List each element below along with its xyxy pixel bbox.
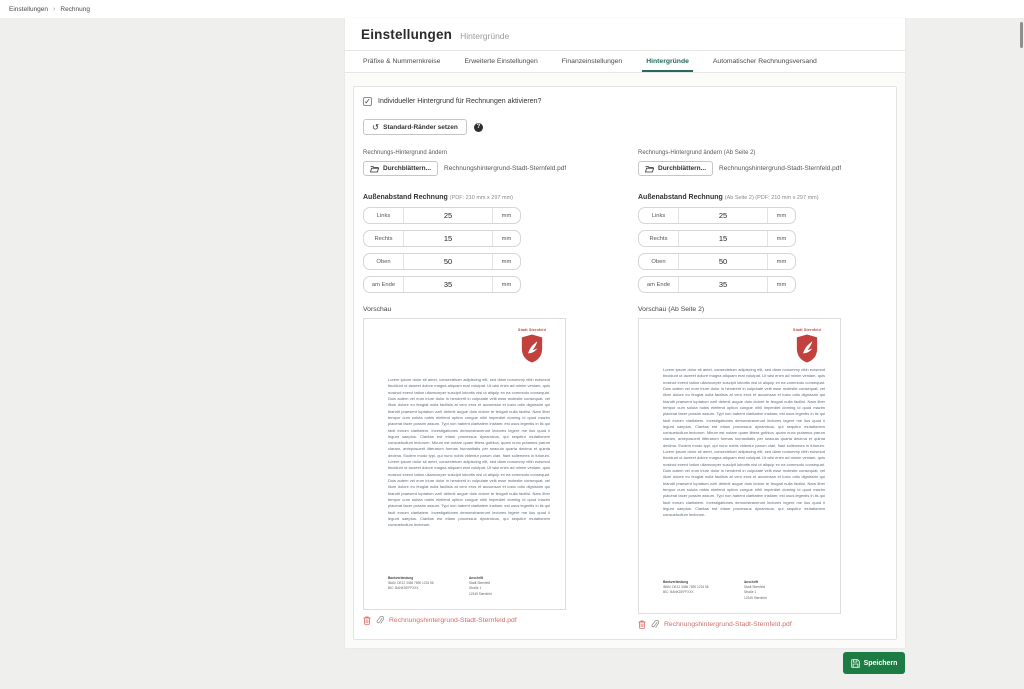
margin-label-am-ende-p2: am Ende [639, 277, 679, 292]
footer-address-column-p2 [744, 580, 825, 601]
browse-button-label-p2: Durchblättern... [658, 165, 707, 172]
breadcrumb-separator: › [53, 5, 56, 13]
breadcrumb-item-rechnung[interactable]: Rechnung [60, 5, 91, 13]
activate-background-row [363, 97, 887, 106]
footer-address-title: Anschrift [469, 575, 483, 580]
document-footer [388, 576, 550, 597]
activate-background-checkbox[interactable]: ✓ [364, 97, 371, 106]
margin-input-links-p2[interactable]: 25 [718, 211, 728, 220]
margin-unit-am-ende: mm [492, 277, 520, 292]
selected-file-name: Rechnungshintergrund-Stadt-Sternfeld.pdf [444, 165, 567, 172]
footer-address-title: Anschrift [744, 579, 758, 584]
scrollbar-thumb[interactable] [1020, 22, 1023, 48]
margin-row-links-p2 [638, 207, 796, 224]
crest-org-name-p2: Stadt Sternfeld [793, 328, 821, 332]
margin-row-rechts [363, 230, 521, 247]
attachment-clip [376, 616, 384, 625]
margin-label-am-ende: am Ende [364, 277, 404, 292]
save-button[interactable] [843, 652, 905, 674]
footer-address-line3: 12345 Sternfeld [744, 595, 767, 600]
preview-label-p2: Vorschau (Ab Seite 2) [638, 306, 705, 313]
document-crest-p2 [793, 328, 821, 368]
pdf-preview-page2 [638, 318, 841, 614]
margins-section-title [363, 194, 568, 201]
footer-bank-column [388, 576, 469, 597]
card-body [345, 73, 905, 648]
trash-icon [638, 620, 646, 629]
reset-margins-row [363, 119, 887, 135]
document-body-text: Lorem ipsum dolor sit amet, consectetuer adipiscing elit, sed diam nonummy nibh euismod tincidunt ut laoreet dolore magna aliquam erat volutpat. Ut wisi enim ad minim veniam, quis nostrud exerci tation ullamcorper suscipit lobortis nisl ut aliquip ex ea commodo consequat. Duis autem vel eum iriure dolor in hendrerit in vulputate velit esse molestie consequat, vel illum dolore eu feugiat nulla facilisis at vero eros et accumsan et iusto odio dignissim qui blandit praesent luptatum zzril delenit augue duis dolore te feugait nulla facilisi. Nam liber tempor cum soluta nobis eleifend option congue nihil imperdiet doming id quod mazim placerat facer possim assum. Typi non habent claritatem insitam; est usus legentis in iis qui facit eorum claritatem. Investigationes demonstraverunt lectores legere me lius quod ii legunt saepius. Claritas est etiam processus dynamicus, qui sequitur mutationem consuetudium lectorum. Mirum est notare quam littera gothica, quam nunc putamus parum claram, anteposuerit litterarum formas humanitatis per seacula quarta decima et quinta decima. Eodem modo typi, qui nunc nobis videntur parum clari, fiant sollemnes in futurum. Lorem ipsum dolor sit amet, consectetuer adipiscing elit, sed diam nonummy nibh euismod tincidunt ut laoreet dolore magna aliquam erat volutpat. Ut wisi enim ad minim veniam, quis nostrud exerci tation ullamcorper suscipit lobortis nisl ut aliquip ex ea commodo consequat. Duis autem vel eum iriure dolor in hendrerit in vulputate velit esse molestie consequat, vel illum dolore eu feugiat nulla facilisis at vero eros et accumsan et iusto odio dignissim qui blandit praesent luptatum zzril delenit augue duis dolore te feugait nulla facilisi. Nam liber tempor cum soluta nobis eleifend option congue nihil imperdiet doming id quod mazim placerat facer possim assum. Typi non habent claritatem insitam; est usus legentis in iis qui facit eorum claritatem. Investigationes demonstraverunt lectores legere me lius quod ii legunt saepius. Claritas est etiam processus dynamicus, qui sequitur mutationem consuetudium lectorum. [388, 377, 550, 528]
margin-input-rechts[interactable]: 15 [443, 234, 453, 243]
topbar [0, 0, 1024, 18]
margins-title-note: (PDF: 210 mm x 297 mm) [449, 195, 513, 201]
attachment-file-link-p2[interactable]: Rechnungshintergrund-Stadt-Sternfeld.pdf [664, 621, 792, 628]
margin-row-am-ende [363, 276, 521, 293]
footer-bic: BIC: BANKDEFFXXX [663, 590, 694, 595]
margin-unit-am-ende-p2: mm [767, 277, 795, 292]
document-body-text-p2: Lorem ipsum dolor sit amet, consectetuer adipiscing elit, sed diam nonummy nibh euismod tincidunt ut laoreet dolore magna aliquam erat volutpat. Ut wisi enim ad minim veniam, quis nostrud exerci tation ullamcorper suscipit lobortis nisl ut aliquip ex ea commodo consequat. Duis autem vel eum iriure dolor in hendrerit in vulputate velit esse molestie consequat, vel illum dolore eu feugiat nulla facilisis at vero eros et accumsan et iusto odio dignissim qui blandit praesent luptatum zzril delenit augue duis dolore te feugait nulla facilisi. Nam liber tempor cum soluta nobis eleifend option congue nihil imperdiet doming id quod mazim placerat facer possim assum. Typi non habent claritatem insitam; est usus legentis in iis qui facit eorum claritatem. Investigationes demonstraverunt lectores legere me lius quod ii legunt saepius. Claritas est etiam processus dynamicus, qui sequitur mutationem consuetudium lectorum. Mirum est notare quam littera gothica, quam nunc putamus parum claram, anteposuerit litterarum formas humanitatis per seacula quarta decima et quinta decima. Eodem modo typi, qui nunc nobis videntur parum clari, fiant sollemnes in futurum. Lorem ipsum dolor sit amet, consectetuer adipiscing elit, sed diam nonummy nibh euismod tincidunt ut laoreet dolore magna aliquam erat volutpat. Ut wisi enim ad minim veniam, quis nostrud exerci tation ullamcorper suscipit lobortis nisl ut aliquip ex ea commodo consequat. Duis autem vel eum iriure dolor in hendrerit in vulputate velit esse molestie consequat, vel illum dolore eu feugiat nulla facilisis at vero eros et accumsan et iusto odio dignissim qui blandit praesent luptatum zzril delenit augue duis dolore te feugait nulla facilisi. Nam liber tempor cum soluta nobis eleifend option congue nihil imperdiet doming id quod mazim placerat facer possim assum. Typi non habent claritatem insitam; est usus legentis in iis qui facit eorum claritatem. Investigationes demonstraverunt lectores legere me lius quod ii legunt saepius. Claritas est etiam processus dynamicus, qui sequitur mutationem consuetudium lectorum. [663, 367, 825, 518]
margin-label-oben: Oben [364, 254, 404, 269]
help-icon[interactable]: ? [474, 123, 483, 132]
tab-finanzeinstellungen[interactable]: Finanzeinstellungen [561, 58, 623, 65]
page-subtitle: Hintergründe [460, 31, 510, 41]
page-title: Einstellungen [361, 27, 453, 42]
margin-unit-links: mm [492, 208, 520, 223]
margin-label-oben-p2: Oben [639, 254, 679, 269]
margin-unit-rechts-p2: mm [767, 231, 795, 246]
browse-button[interactable] [363, 161, 438, 176]
margins-title-text: Außenabstand Rechnung [363, 194, 448, 201]
margin-row-oben-p2 [638, 253, 796, 270]
attachment-file-link[interactable]: Rechnungshintergrund-Stadt-Sternfeld.pdf [389, 617, 517, 624]
browse-button-p2[interactable] [638, 161, 713, 176]
margins-title-note-p2: (Ab Seite 2) (PDF: 210 mm x 297 mm) [724, 195, 819, 201]
margin-unit-oben-p2: mm [767, 254, 795, 269]
tab-automatischer-rechnungsversand[interactable]: Automatischer Rechnungsversand [712, 58, 817, 65]
save-disk-icon [851, 659, 860, 668]
save-button-label: Speichern [863, 659, 898, 667]
margin-input-links[interactable]: 25 [443, 211, 453, 220]
margins-title-text-p2: Außenabstand Rechnung [638, 194, 723, 201]
reset-icon: ↺ [372, 122, 380, 132]
margin-label-links-p2: Links [639, 208, 679, 223]
crest-shield-icon [521, 334, 543, 363]
settings-card [345, 18, 905, 648]
activate-background-label: Individueller Hintergrund für Rechnungen aktivieren? [378, 98, 542, 105]
breadcrumb-item-einstellungen[interactable]: Einstellungen [9, 5, 49, 13]
footer-bank-title: Bankverbindung [663, 579, 689, 584]
margin-label-rechts: Rechts [364, 231, 404, 246]
tab-bar [345, 51, 905, 73]
browse-button-label: Durchblättern... [383, 165, 432, 172]
margin-unit-oben: mm [492, 254, 520, 269]
backgrounds-panel [353, 86, 897, 640]
card-header [345, 18, 905, 51]
column-page1 [363, 150, 568, 629]
folder-icon [370, 165, 379, 173]
breadcrumb [9, 6, 90, 13]
document-crest [518, 328, 546, 368]
paperclip-icon [376, 616, 384, 625]
tab-praefixe-nummernkreise[interactable]: Präfixe & Nummernkreise [363, 58, 441, 65]
footer-address-line2: Straße 1 [744, 590, 757, 595]
tab-hintergruende[interactable]: Hintergründe [634, 51, 701, 72]
footer-address-line2: Straße 1 [469, 586, 482, 591]
footer-bank-column-p2 [663, 580, 744, 601]
reset-margins-button[interactable] [363, 119, 467, 135]
attachment-clip-p2 [651, 620, 659, 629]
margin-row-links [363, 207, 521, 224]
crest-org-name: Stadt Sternfeld [518, 328, 546, 332]
attachment-row-p2 [638, 620, 843, 629]
margin-input-oben-p2[interactable]: 50 [718, 257, 728, 266]
paperclip-icon [651, 620, 659, 629]
footer-bic: BIC: BANKDEFFXXX [388, 586, 419, 591]
margin-input-rechts-p2[interactable]: 15 [718, 234, 728, 243]
margin-label-rechts-p2: Rechts [639, 231, 679, 246]
delete-attachment-button[interactable] [363, 616, 371, 625]
footer-address-column [469, 576, 550, 597]
background-file-row [363, 161, 568, 176]
selected-file-name-p2: Rechnungshintergrund-Stadt-Sternfeld.pdf [719, 165, 842, 172]
margin-input-am-ende[interactable]: 35 [443, 280, 453, 289]
footer-address-line1: Stadt Sternfeld [744, 585, 766, 590]
preview-label: Vorschau [363, 306, 392, 313]
margin-row-oben [363, 253, 521, 270]
background-file-label-p2: Rechnungs-Hintergrund ändern (Ab Seite 2) [638, 150, 756, 156]
footer-iban: IBAN: DE12 3456 7890 1234 56 [663, 585, 709, 590]
tab-erweiterte-einstellungen[interactable]: Erweiterte Einstellungen [464, 58, 538, 65]
trash-icon [363, 616, 371, 625]
margin-input-oben[interactable]: 50 [443, 257, 453, 266]
footer-address-line3: 12345 Sternfeld [469, 591, 492, 596]
footer-bank-title: Bankverbindung [388, 575, 414, 580]
column-page2 [638, 150, 843, 629]
attachment-row [363, 616, 568, 625]
margin-unit-rechts: mm [492, 231, 520, 246]
background-file-label: Rechnungs-Hintergrund ändern [363, 150, 448, 156]
reset-margins-label: Standard-Ränder setzen [383, 123, 458, 131]
background-file-row-p2 [638, 161, 843, 176]
footer-iban: IBAN: DE12 3456 7890 1234 56 [388, 581, 434, 586]
margin-label-links: Links [364, 208, 404, 223]
folder-icon [645, 165, 654, 173]
margin-row-rechts-p2 [638, 230, 796, 247]
margin-unit-links-p2: mm [767, 208, 795, 223]
margin-row-am-ende-p2 [638, 276, 796, 293]
two-column-grid [363, 150, 887, 629]
footer-address-line1: Stadt Sternfeld [469, 581, 491, 586]
pdf-preview-page1 [363, 318, 566, 610]
margins-section-title-p2 [638, 194, 843, 201]
crest-shield-icon [796, 334, 818, 363]
margin-input-am-ende-p2[interactable]: 35 [718, 280, 728, 289]
delete-attachment-button-p2[interactable] [638, 620, 646, 629]
document-footer-p2 [663, 580, 825, 601]
